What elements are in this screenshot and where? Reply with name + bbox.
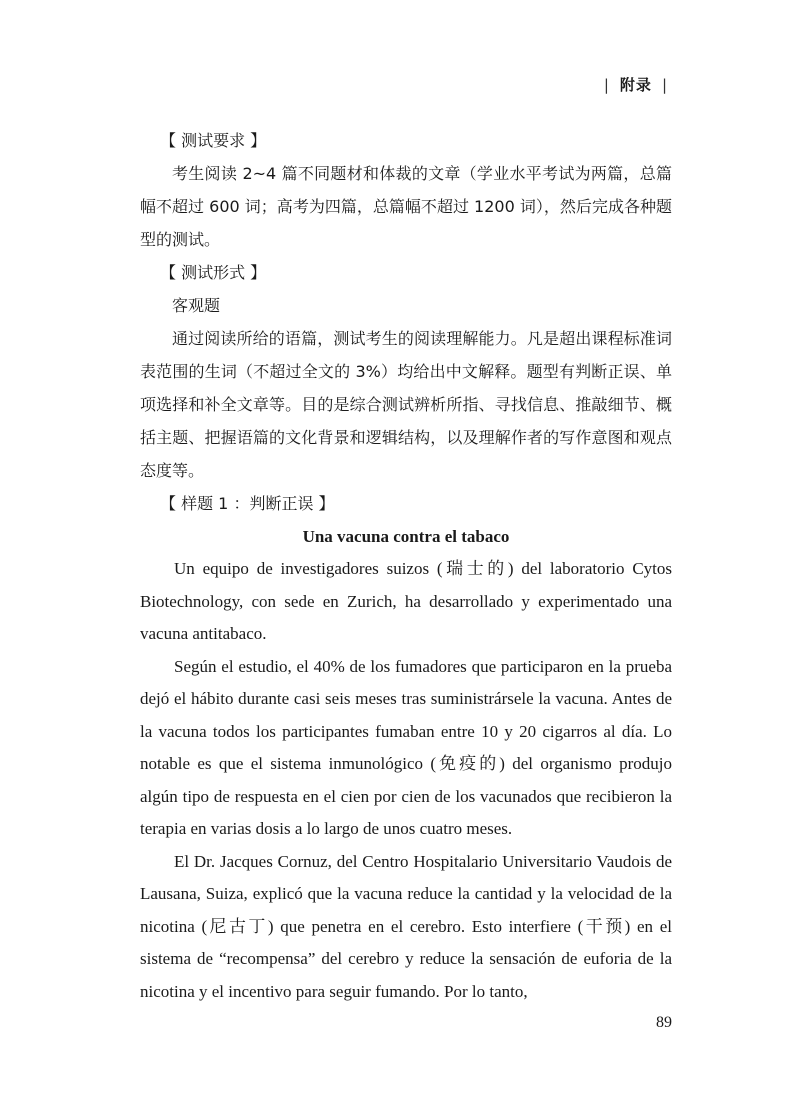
format-type: 客观题	[172, 296, 221, 315]
format-heading: 【 测试形式 】	[160, 263, 267, 282]
page-number: 89	[656, 1014, 672, 1031]
format-text: 通过阅读所给的语篇，测试考生的阅读理解能力。凡是超出课程标准词表范围的生词（不超过全文的 3%）均给出中文解释。题型有判断正误、单项选择和补全文章等。目的是综合测试辨析所指、寻找信息、推敲细节、概括主题、把握语篇的文化背景和逻辑结构，以及理解作者的写作意图和观点态度等。	[140, 329, 672, 480]
article-title: Una vacuna contra el tabaco	[302, 527, 510, 546]
article-paragraph: El Dr. Jacques Cornuz, del Centro Hospitalario Universitario Vaudois de Lausana, Suiza, explicó que la vacuna reduce la cantidad y la velocidad de la nicotina (尼古丁) que penetra en el cerebro. Esto interfiere (干预) en el sistema de “recompensa” del cerebro y reduce la sensación de euforia de la nicotina y el incentivo para seguir fumando. Por lo tanto,	[140, 851, 672, 1001]
requirements-text: 考生阅读 2~4 篇不同题材和体裁的文章（学业水平考试为两篇，总篇幅不超过 600 词；高考为四篇，总篇幅不超过 1200 词），然后完成各种题型的测试。	[140, 164, 672, 249]
running-header	[594, 74, 678, 95]
header-separator-left: |	[603, 76, 610, 94]
requirements-heading: 【 测试要求 】	[160, 131, 267, 150]
article-paragraph: Un equipo de investigadores suizos (瑞士的) del laboratorio Cytos Biotechnology, con sede en Zurich, ha desarrollado y experimentado una vacuna antitabaco.	[140, 559, 672, 643]
sample-heading: 【 样题 1 ：判断正误 】	[160, 494, 335, 513]
article-paragraph: Según el estudio, el 40% de los fumadores que participaron en la prueba dejó el hábito durante casi seis meses tras suministrársele la vacuna. Antes de la vacuna todos los participantes fumaban entre 10 y 20 cigarros al día. Lo notable es que el sistema inmunológico (免疫的) del organismo produjo algún tipo de respuesta en el cien por cien de los vacunados que recibieron la terapia en varias dosis a lo largo de unos cuatro meses.	[140, 656, 672, 838]
header-separator-right: |	[661, 76, 668, 94]
page-content	[140, 124, 672, 1008]
header-title: 附录	[619, 76, 652, 94]
